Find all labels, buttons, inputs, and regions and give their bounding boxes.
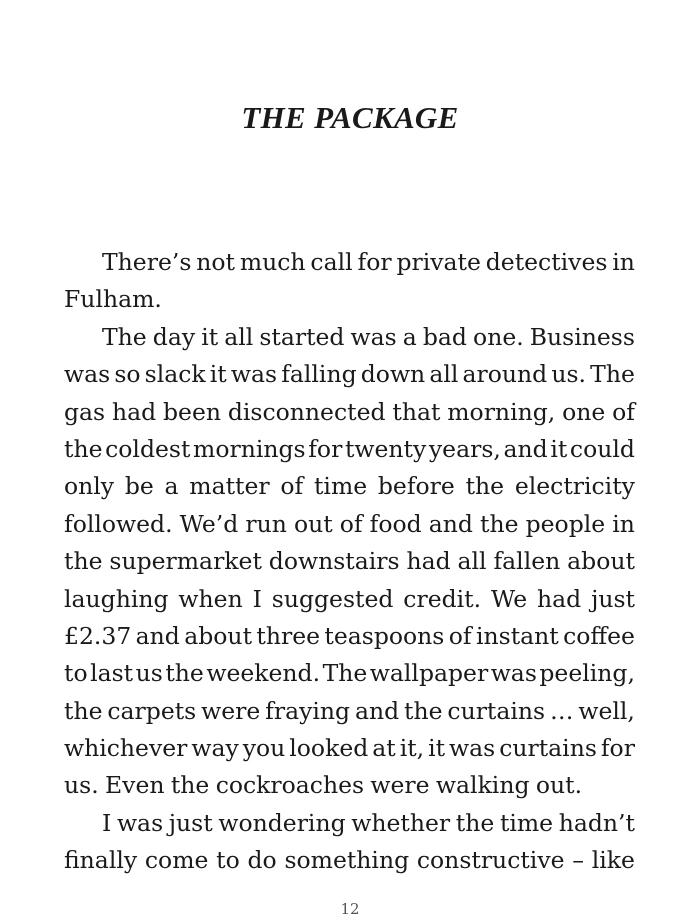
word: people <box>525 509 606 538</box>
word: all <box>457 547 487 576</box>
word: like <box>591 846 635 875</box>
word: call <box>310 248 353 276</box>
word: morning, <box>447 397 556 426</box>
word: the <box>480 509 519 538</box>
word: could <box>569 434 635 463</box>
word: £2.37 <box>64 621 132 650</box>
word: it <box>428 734 446 763</box>
word: downstairs <box>268 547 400 576</box>
word: it <box>209 360 227 389</box>
word: a <box>402 322 417 351</box>
word: looked <box>289 734 369 763</box>
text-line <box>64 356 635 393</box>
text-line <box>64 244 635 281</box>
word: food <box>369 509 422 538</box>
word: years, <box>428 434 501 463</box>
word: you <box>242 734 286 763</box>
word: was <box>116 808 164 837</box>
text-line <box>64 730 635 767</box>
word: We <box>490 584 528 613</box>
word: suggested <box>271 584 394 613</box>
text-line <box>64 805 635 842</box>
word: time <box>499 808 554 837</box>
word: twenty <box>344 434 427 463</box>
text-line <box>64 618 635 655</box>
word: day <box>152 322 196 351</box>
word: followed. <box>64 509 173 538</box>
word: I <box>252 584 262 613</box>
word: of <box>448 621 472 650</box>
word: time <box>313 472 368 501</box>
word: coldest <box>105 434 191 463</box>
word: in <box>612 248 635 276</box>
word: I <box>102 808 112 837</box>
word: for <box>357 248 392 276</box>
word: be <box>124 472 154 501</box>
word: was <box>64 360 111 389</box>
word: There’s <box>102 248 192 276</box>
word: Business <box>529 322 635 351</box>
text-line <box>64 468 635 505</box>
word: disconnected <box>227 397 386 426</box>
word: the <box>404 696 443 725</box>
word: fallen <box>493 547 561 576</box>
word: in <box>612 509 635 538</box>
word: of <box>339 509 363 538</box>
word: and <box>354 696 400 725</box>
word: one. <box>473 322 524 351</box>
word: for <box>308 434 343 463</box>
word: laughing <box>64 584 169 613</box>
word: wallpaper <box>369 659 489 688</box>
word: were <box>201 696 261 725</box>
word: that <box>392 397 441 426</box>
word: constructive <box>416 846 565 875</box>
word: last <box>90 659 134 688</box>
word: peeling, <box>539 659 635 688</box>
word: teaspoons <box>324 621 445 650</box>
word: credit. <box>403 584 482 613</box>
body-text <box>64 244 635 880</box>
word: – <box>572 846 584 875</box>
word: of <box>280 472 304 501</box>
word: well, <box>578 696 635 725</box>
word: us. <box>551 360 587 389</box>
word: carpets <box>107 696 197 725</box>
word: and <box>135 621 180 650</box>
word: do <box>247 846 277 875</box>
word: at <box>372 734 396 763</box>
word: and <box>503 434 548 463</box>
word: … <box>549 696 574 725</box>
word: had <box>111 397 157 426</box>
word: when <box>178 584 243 613</box>
word: not <box>196 248 235 276</box>
word: was <box>230 360 278 389</box>
word: the <box>64 696 103 725</box>
word: about <box>567 547 635 576</box>
word: and <box>428 509 473 538</box>
word: supermarket <box>109 547 262 576</box>
word: slack <box>144 360 206 389</box>
word: Fulham. <box>64 285 162 314</box>
word: it <box>201 322 219 351</box>
word: was <box>350 322 397 351</box>
word: whether <box>351 808 451 837</box>
word: had <box>536 584 582 613</box>
word: bad <box>422 322 467 351</box>
word: whichever <box>64 734 188 763</box>
word: wondering <box>218 808 346 837</box>
word: detectives <box>485 248 608 276</box>
chapter-title: THE PACKAGE <box>241 100 459 135</box>
text-line <box>64 543 635 580</box>
word: fraying <box>265 696 351 725</box>
text-line <box>64 655 635 692</box>
word: one <box>562 397 606 426</box>
word: private <box>396 248 481 276</box>
word: started <box>259 322 345 351</box>
word: instant <box>475 621 559 650</box>
text-line <box>64 319 635 356</box>
word: curtains <box>447 696 546 725</box>
text-line <box>64 394 635 431</box>
word: the <box>64 547 103 576</box>
word: a <box>164 472 179 501</box>
word: The <box>590 360 635 389</box>
word: just <box>168 808 213 837</box>
word: three <box>256 621 321 650</box>
word: just <box>591 584 635 613</box>
word: the <box>64 434 103 463</box>
word: around <box>462 360 548 389</box>
word: us. <box>64 771 99 800</box>
word: walking <box>435 771 530 800</box>
word: much <box>239 248 306 276</box>
word: The <box>102 322 147 351</box>
word: Even <box>105 771 165 800</box>
text-line <box>64 693 635 730</box>
word: hadn’t <box>558 808 635 837</box>
word: run <box>245 509 287 538</box>
word: down <box>360 360 426 389</box>
text-line <box>64 506 635 543</box>
text-line <box>64 431 635 468</box>
word: us <box>135 659 163 688</box>
text-line <box>64 842 635 879</box>
word: about <box>184 621 253 650</box>
word: it, <box>399 734 425 763</box>
word: way <box>191 734 239 763</box>
word: the <box>465 472 505 501</box>
text-line <box>64 581 635 618</box>
word: the <box>165 659 204 688</box>
word: to <box>64 659 88 688</box>
word: the <box>170 771 210 800</box>
word: out. <box>535 771 583 800</box>
word: electricity <box>514 472 635 501</box>
word: curtains <box>499 734 597 763</box>
word: out <box>293 509 333 538</box>
word: to <box>216 846 240 875</box>
word: was <box>449 734 496 763</box>
word: something <box>284 846 410 875</box>
word: mornings <box>193 434 306 463</box>
word: falling <box>281 360 357 389</box>
word: all <box>429 360 459 389</box>
word: The <box>322 659 368 688</box>
word: only <box>64 472 115 501</box>
word: it <box>550 434 568 463</box>
word: all <box>224 322 254 351</box>
word: before <box>377 472 455 501</box>
word: the <box>455 808 495 837</box>
word: cockroaches <box>215 771 365 800</box>
word: matter <box>189 472 270 501</box>
word: finally <box>64 846 138 875</box>
word: had <box>406 547 451 576</box>
word: coffee <box>563 621 635 650</box>
text-line <box>64 767 635 804</box>
text-line <box>64 281 635 318</box>
word: of <box>612 397 635 426</box>
word: was <box>490 659 537 688</box>
page-number: 12 <box>340 900 360 918</box>
word: so <box>114 360 141 389</box>
word: come <box>144 846 209 875</box>
word: been <box>163 397 222 426</box>
word: gas <box>64 397 106 426</box>
word: weekend. <box>206 659 321 688</box>
word: We’d <box>179 509 239 538</box>
word: for <box>600 734 635 763</box>
word: were <box>370 771 430 800</box>
